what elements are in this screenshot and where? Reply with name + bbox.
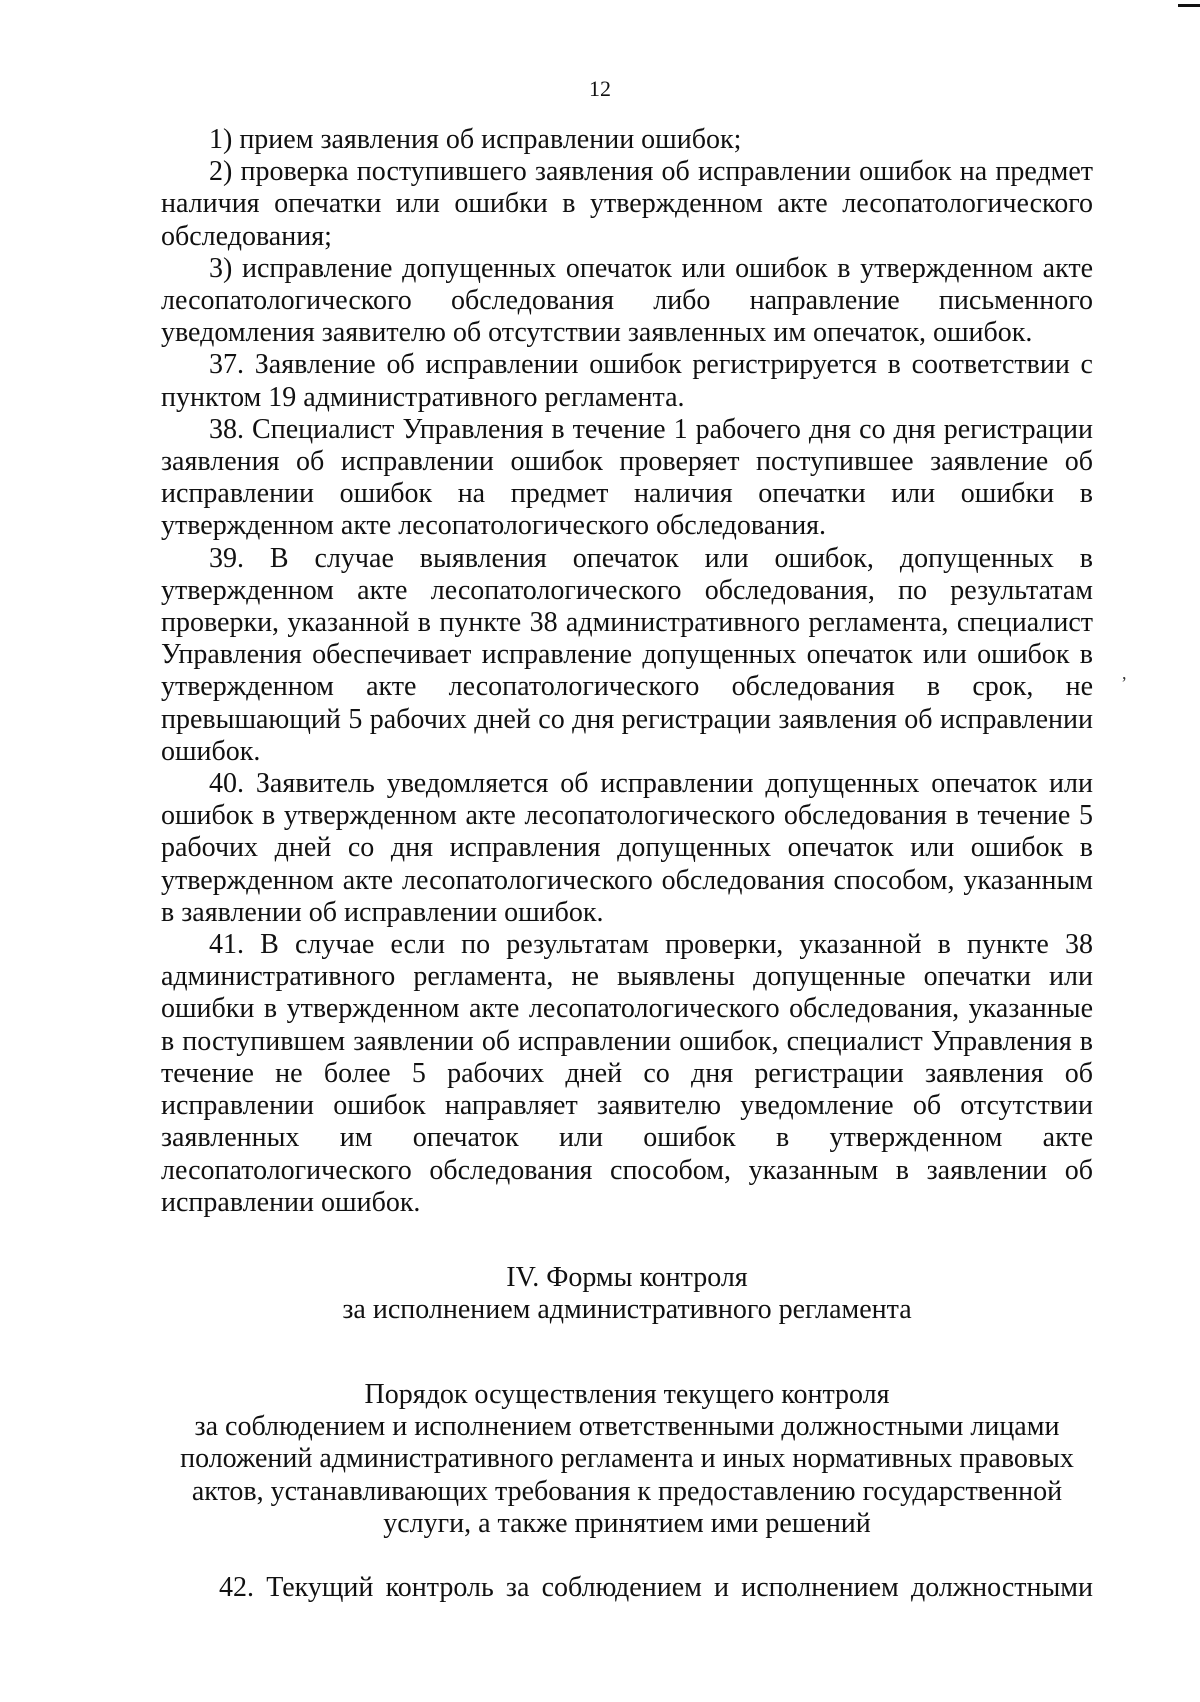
subsection-heading-line-2: за соблюдением и исполнением ответственными должностными лицами <box>194 1411 1060 1443</box>
subsection-heading-line-5: услуги, а также принятием ими решений <box>383 1507 871 1539</box>
paragraph-item-3: 3) исправление допущенных опечаток или ошибок в утвержденном акте лесопатологического обследования либо направление письменного уведомления заявителю об отсутствии заявленных им опечаток, ошибок. <box>161 252 1093 349</box>
subsection-heading-line-4: актов, устанавливающих требования к предоставлению государственной <box>191 1475 1063 1507</box>
subsection-heading <box>161 1379 1093 1540</box>
section-heading-line-2: за исполнением административного регламента <box>342 1294 912 1326</box>
paragraph-item-2: 2) проверка поступившего заявления об исправлении ошибок на предмет наличия опечатки или ошибки в утвержденном акте лесопатологического обследования; <box>161 156 1093 252</box>
paragraph-item-1: 1) прием заявления об исправлении ошибок; <box>209 124 742 155</box>
scan-edge-mark <box>1178 4 1200 7</box>
paragraph-40: 40. Заявитель уведомляется об исправлении допущенных опечаток или ошибок в утвержденном акте лесопатологического обследования в течение 5 рабочих дней со дня исправления допущенных опечаток или ошибок в утвержденном акте лесопатологического обследования способом, указанным в заявлении об исправлении ошибок. <box>161 768 1093 928</box>
paragraph-39: 39. В случае выявления опечаток или ошибок, допущенных в утвержденном акте лесопатологического обследования, по результатам проверки, указанной в пункте 38 административного регламента, специалист Управления обеспечивает исправление допущенных опечаток или ошибок в утвержденном акте лесопатологического обследования в срок, не превышающий 5 рабочих дней со дня регистрации заявления об исправлении ошибок. <box>161 542 1093 767</box>
section-heading <box>161 1262 1093 1326</box>
paragraph-38: 38. Специалист Управления в течение 1 рабочего дня со дня регистрации заявления об исправлении ошибок проверяет поступившее заявление об исправлении ошибок на предмет наличия опечатки или ошибки в утвержденном акте лесопатологического обследования. <box>161 413 1093 542</box>
paragraph-41: 41. В случае если по результатам проверки, указанной в пункте 38 административного регламента, не выявлены допущенные опечатки или ошибки в утвержденном акте лесопатологического обследования, указанные в поступившем заявлении об исправлении ошибок, специалист Управления в течение не более 5 рабочих дней со дня регистрации заявления об исправлении ошибок направляет заявителю уведомление об отсутствии заявленных им опечаток или ошибок в утвержденном акте лесопатологического обследования способом, указанным в заявлении об исправлении ошибок. <box>161 929 1093 1218</box>
page-number: 12 <box>589 76 611 101</box>
section-heading-line-1: IV. Формы контроля <box>506 1262 748 1293</box>
subsection-heading-line-3: положений административного регламента и иных нормативных правовых <box>180 1443 1074 1475</box>
margin-mark: , <box>1122 663 1127 683</box>
subsection-heading-line-1: Порядок осуществления текущего контроля <box>364 1379 890 1410</box>
body-text <box>161 124 1093 1219</box>
paragraph-37: 37. Заявление об исправлении ошибок регистрируется в соответствии с пунктом 19 административного регламента. <box>161 349 1093 413</box>
paragraph-42: 42. Текущий контроль за соблюдением и исполнением должностными <box>219 1572 1093 1603</box>
